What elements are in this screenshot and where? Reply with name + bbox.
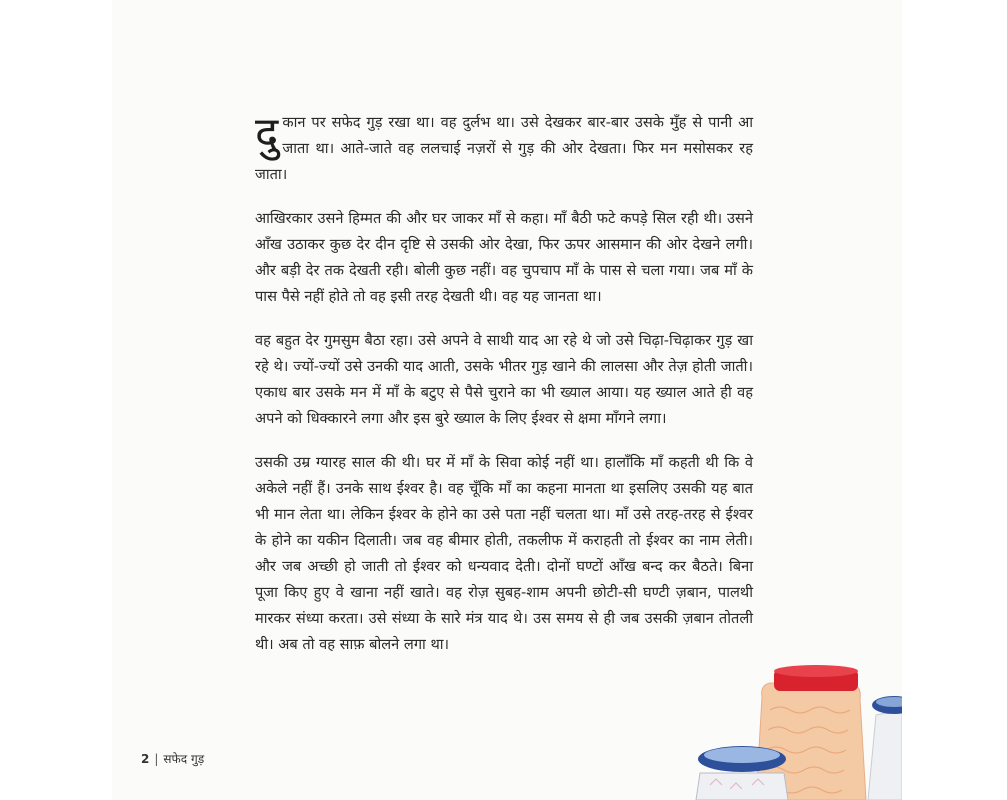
- paragraph-1: [255, 110, 753, 188]
- paragraph-4: उसकी उम्र ग्यारह साल की थी। घर में माँ के सिवा कोई नहीं था। हालाँकि माँ कहती थी कि वे अकेले नहीं हैं। उनके साथ ईश्वर है। वह चूँकि माँ का कहना मानता था इसलिए उसकी यह बात भी मान लेता था। लेकिन ईश्वर के होने का उसे पता नहीं चलता था। माँ उसे तरह-तरह से ईश्वर के होने का यकीन दिलाती। जब वह बीमार होती, तकलीफ में कराहती तो ईश्वर का नाम लेती। और जब अच्छी हो जाती तो ईश्वर को धन्यवाद देती। दोनों घण्टों आँख बन्द कर बैठते। बिना पूजा किए हुए वे खाना नहीं खाते। वह रोज़ सुबह-शाम अपनी छोटी-सी घण्टी ज़बान, पालथी मारकर संध्या करता। उसे संध्या के सारे मंत्र याद थे। उस समय से ही जब उसकी ज़बान तोतली थी। अब तो वह साफ़ बोलने लगा था।: [255, 454, 753, 653]
- drop-cap: दु: [255, 108, 279, 159]
- page-footer: [141, 750, 204, 767]
- paragraph-2: आखिरकार उसने हिम्मत की और घर जाकर माँ से कहा। माँ बैठी फटे कपड़े सिल रही थी। उसने आँख उठाकर कुछ देर दीन दृष्टि से उसकी ओर देखा, फिर ऊपर आसमान की ओर देखने लगी। और बड़ी देर तक देखती रही। बोली कुछ नहीं। वह चुपचाप माँ के पास से चला गया। जब माँ के पास पैसे नहीं होते तो वह इसी तरह देखती थी। वह यह जानता था।: [255, 210, 753, 305]
- page-number: 2: [141, 752, 150, 766]
- story-text: [255, 110, 753, 676]
- footer-separator: |: [154, 752, 159, 766]
- paragraph-3: वह बहुत देर गुमसुम बैठा रहा। उसे अपने वे साथी याद आ रहे थे जो उसे चिढ़ा-चिढ़ाकर गुड़ खा रहे थे। ज्यों-ज्यों उसे उनकी याद आती, उसके भीतर गुड़ खाने की लालसा और तेज़ होती जाती। एकाध बार उसके मन में माँ के बटुए से पैसे चुराने का भी ख्याल आया। यह ख्याल आते ही वह अपने को धिक्कारने लगा और इस बुरे ख्याल के लिए ईश्वर से क्षमा माँगने लगा।: [255, 332, 753, 427]
- jars-illustration-icon: [690, 655, 902, 800]
- paragraph-1-text: कान पर सफेद गुड़ रखा था। वह दुर्लभ था। उसे देखकर बार-बार उसके मुँह से पानी आ जाता था। आते-जाते वह ललचाई नज़रों से गुड़ की ओर देखता। फिर मन मसोसकर रह जाता।: [255, 114, 753, 183]
- book-title: सफेद गुड़: [163, 752, 205, 766]
